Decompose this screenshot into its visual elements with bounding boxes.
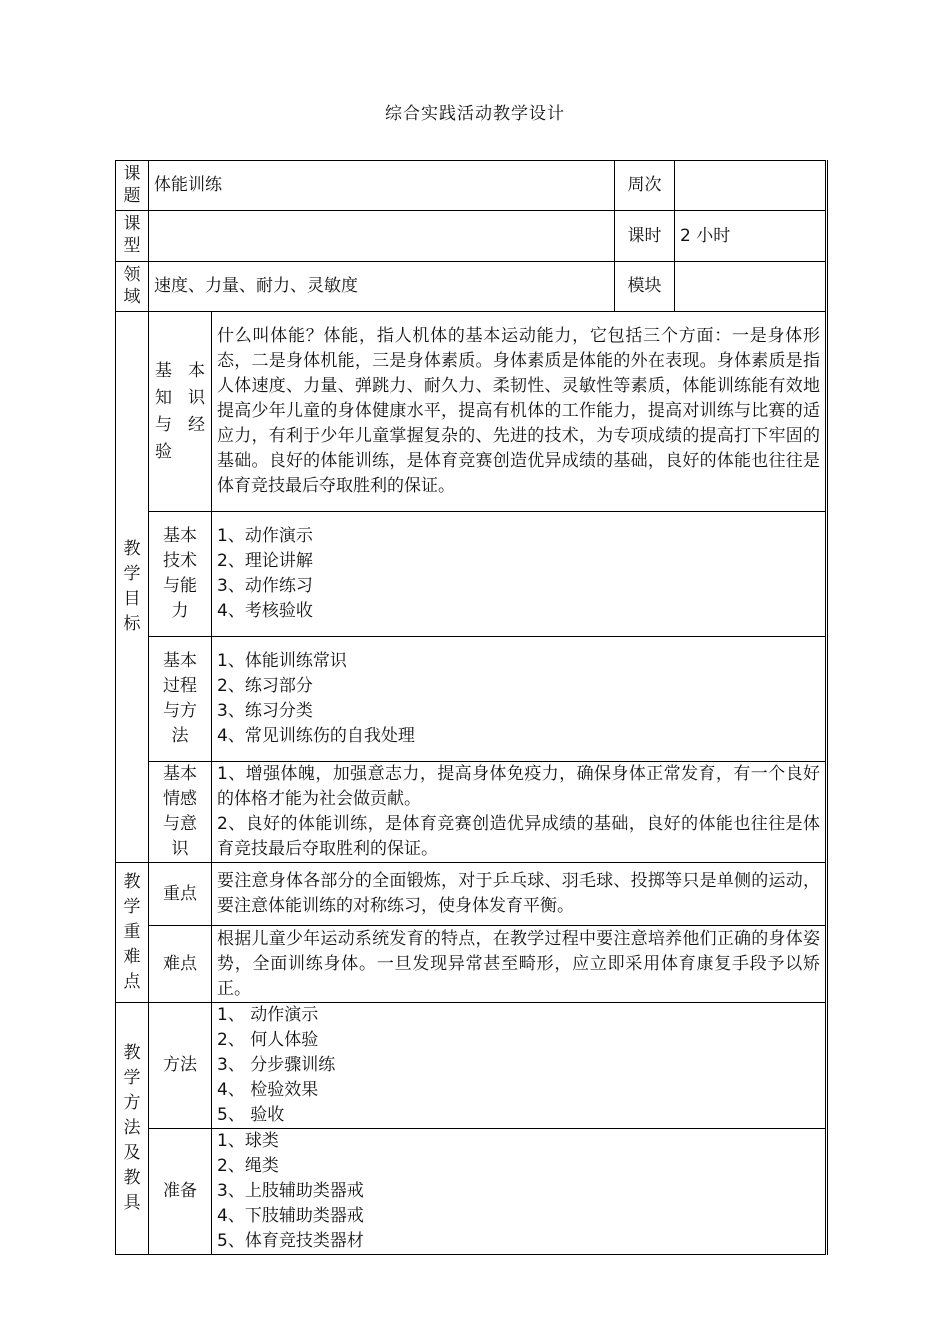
label-prep: 准备 — [149, 1129, 212, 1255]
list-item: 2、 何人体验 — [217, 1030, 319, 1050]
list-prep — [212, 1129, 827, 1255]
label-goals: 教学目标 — [116, 312, 149, 863]
label-skills: 基本技术与能力 — [149, 512, 212, 637]
list-item: 3、练习分类 — [217, 701, 313, 721]
list-item: 5、 验收 — [217, 1105, 285, 1125]
label-methods-tools: 教学方法及教具 — [116, 1003, 149, 1255]
list-skills — [212, 512, 827, 637]
row-topic — [116, 161, 827, 211]
text-difficulty: 根据儿童少年运动系统发育的特点，在教学过程中要注意培养他们正确的身体姿势，全面训练身体。一旦发现异常甚至畸形，应立即采用体育康复手段予以矫正。 — [212, 926, 827, 1003]
list-item: 4、下肢辅助类器戒 — [217, 1206, 364, 1226]
label-module: 模块 — [615, 262, 675, 312]
label-process: 基本过程与方法 — [149, 637, 212, 762]
list-item: 1、增强体魄，加强意志力，提高身体免疫力，确保身体正常发育，有一个良好的体格才能为社会做贡献。 — [217, 764, 820, 809]
list-item: 4、 检验效果 — [217, 1080, 319, 1100]
text-focus: 要注意身体各部分的全面锻炼，对于乒乓球、羽毛球、投掷等只是单侧的运动，要注意体能训练的对称练习，使身体发育平衡。 — [212, 863, 827, 926]
list-item: 5、体育竞技类器材 — [217, 1231, 364, 1251]
row-focus — [116, 863, 827, 926]
label-topic: 课题 — [116, 161, 149, 211]
label-difficulty: 难点 — [149, 926, 212, 1003]
list-item: 1、 动作演示 — [217, 1005, 319, 1025]
row-knowledge — [116, 312, 827, 512]
row-domain — [116, 262, 827, 312]
row-prep — [116, 1129, 827, 1255]
row-difficulty — [116, 926, 827, 1003]
list-item: 3、动作练习 — [217, 576, 313, 596]
label-knowledge: 基 本 知 识 与 经 验 — [149, 312, 212, 512]
list-method — [212, 1003, 827, 1129]
row-process — [116, 637, 827, 762]
list-item: 3、 分步骤训练 — [217, 1055, 336, 1075]
list-item: 1、动作演示 — [217, 526, 313, 546]
document-title: 综合实践活动教学设计 — [385, 104, 565, 124]
value-hours: 2 小时 — [675, 211, 827, 262]
value-topic: 体能训练 — [149, 161, 615, 211]
value-type — [149, 211, 615, 262]
list-item: 1、球类 — [217, 1131, 279, 1151]
label-type: 课型 — [116, 211, 149, 262]
list-item: 1、体能训练常识 — [217, 651, 347, 671]
list-process — [212, 637, 827, 762]
list-item: 3、上肢辅助类器戒 — [217, 1181, 364, 1201]
value-domain: 速度、力量、耐力、灵敏度 — [149, 262, 615, 312]
row-type — [116, 211, 827, 262]
row-method — [116, 1003, 827, 1129]
label-key-points: 教学重难点 — [116, 863, 149, 1003]
label-hours: 课时 — [615, 211, 675, 262]
text-knowledge: 什么叫体能？体能，指人机体的基本运动能力，它包括三个方面：一是身体形态，二是身体机能，三是身体素质。身体素质是体能的外在表现。身体素质是指人体速度、力量、弹跳力、耐久力、柔韧性、灵敏性等素质，体能训练能有效地提高少年儿童的身体健康水平，提高有机体的工作能力，提高对训练与比赛的适应力，有利于少年儿童掌握复杂的、先进的技术，为专项成绩的提高打下牢固的基础。良好的体能训练，是体育竞赛创造优异成绩的基础，良好的体能也往往是体育竞技最后夺取胜利的保证。 — [212, 312, 827, 512]
list-item: 2、良好的体能训练，是体育竞赛创造优异成绩的基础，良好的体能也往往是体育竞技最后夺取胜利的保证。 — [217, 814, 820, 859]
label-domain: 领域 — [116, 262, 149, 312]
row-emotion — [116, 762, 827, 863]
lesson-plan-table — [115, 160, 828, 1255]
list-item: 2、练习部分 — [217, 676, 313, 696]
list-item: 2、绳类 — [217, 1156, 279, 1176]
label-method: 方法 — [149, 1003, 212, 1129]
label-week: 周次 — [615, 161, 675, 211]
value-week — [675, 161, 827, 211]
value-module — [675, 262, 827, 312]
list-item: 2、理论讲解 — [217, 551, 313, 571]
label-emotion: 基本情感与意识 — [149, 762, 212, 863]
list-item: 4、考核验收 — [217, 601, 313, 621]
label-focus: 重点 — [149, 863, 212, 926]
row-skills — [116, 512, 827, 637]
list-emotion — [212, 762, 827, 863]
list-item: 4、常见训练伤的自我处理 — [217, 726, 415, 746]
